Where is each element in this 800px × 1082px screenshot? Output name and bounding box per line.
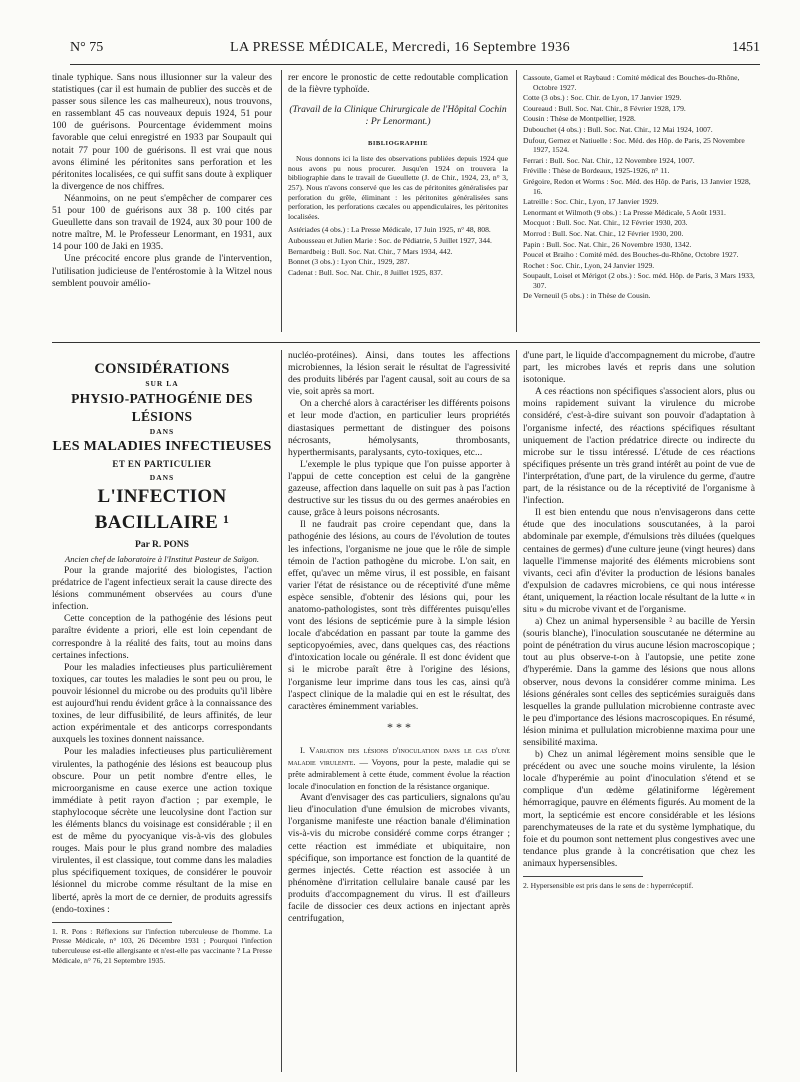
paragraph: tinale typhique. Sans nous illusionner sur la valeur des statistiques (car il est humain de publier des succès et de passer sous silence les cas malheureux), nous trouvons, en rassemblant 45 cas nouveaux depuis 1924, 51 pour 100 de guérisons. Pourcentage évidemment moins favorable que celui enregistré en 1933 par Soupault qui notait 77 pour 100 de guérisons. Il est vrai que nous avons éliminé les péritonites sans perforation et les péritonites localisées, ce qui suffit sans doute à expliquer la divergence de nos chiffres.: [52, 72, 272, 192]
paragraph: Cette conception de la pathogénie des lésions peut paraître évidente a priori, elle est loin cependant de correspondre à la réalité des faits, tout au moins dans certaines infections.: [52, 613, 272, 661]
article-col-1: [52, 565, 272, 965]
institution-note: (Travail de la Clinique Chirurgicale de l'Hôpital Cochin : Pr Lenormant.): [289, 104, 507, 128]
paragraph: nucléo-protéines). Ainsi, dans toutes les affections microbiennes, la lésion serait le résultat de l'agressivité des produits libérés par l'agent causal, soit au cours de sa vie, soit après sa mort.: [288, 350, 510, 398]
paragraph: Il ne faudrait pas croire cependant que, dans la pathogénie des lésions, au cours de l'évolution de toutes les infections, l'organisme ne joue que le rôle de simple témoin de l'action pathogène du microbe. L'on sait, en effet, qu'avec un même virus, il est possible, en faisant varier l'état de résistance ou de réceptivité d'une même espèce sensible, d'obtenir des lésions qui, pour les anatomo-pathologistes, sont très différentes puisqu'elles vont des lésions de septicémie pure à la simple lésion locale d'abcédation en passant par toute la gamme des septicopyoémies, avec, dans quelques cas, des réactions d'intoxication locale ou générale. Il est donc évident que si le microbe paraît être à l'origine des lésions, l'organisme leur imprime dans tous les cas, ainsi qu'à l'aspect clinique de la maladie qui en est le résultat, des caractères éminemment variables.: [288, 519, 510, 712]
column-divider: [516, 70, 517, 332]
page-number-right: 1451: [732, 40, 760, 55]
paragraph: Pour la grande majorité des biologistes, l'action prédatrice de l'agent infectieux serait la cause directe des lésions communément observées au cours d'une infection.: [52, 565, 272, 613]
column-divider: [281, 350, 282, 1072]
article-title-block: [52, 360, 272, 564]
bibliography-entry: Grégoire, Redon et Worms : Soc. Méd. des Hôp. de Paris, 13 Janvier 1928, 16.: [523, 176, 751, 196]
paragraph: d'une part, le liquide d'accompagnement du microbe, d'autre part, les microbes lavés et repris dans une solution isotonique.: [523, 350, 755, 386]
bibliography-entry: Latreille : Soc. Chir., Lyon, 17 Janvier 1929.: [523, 197, 659, 207]
bibliography-entry: Soupault, Loisel et Mérigot (2 obs.) : Soc. méd. Hôp. de Paris, 3 Mars 1933, 307.: [523, 271, 755, 290]
bibliography-entry: Aubousseau et Julien Marie : Soc. de Pédiatrie, 5 Juillet 1927, 344.: [288, 236, 492, 246]
bibliography-entry: Morrod : Bull. Soc. Nat. Chir., 12 Février 1930, 200.: [523, 228, 684, 238]
footnote: 2. Hypersensible est pris dans le sens de : hyperréceptif.: [523, 881, 694, 891]
bibliography-entry: Cousin : Thèse de Montpellier, 1928.: [523, 114, 636, 124]
header-rule: [70, 64, 760, 65]
article-col-2: [288, 350, 510, 925]
paragraph: a) Chez un animal hypersensible ² au bacille de Yersin (souris blanche), l'inoculation souscutanée ne détermine au point de pénétration du virus aucune lésion macroscopique ; tout au plus observe-t-on à l'autopsie, une petite zone d'hyperémie. Dans la gamme des lésions que nous allons observer, nous devons la considérer comme minima. Les lésions générales sont celles des septicémies suraiguës dans lesquelles la grande pullulation microbienne contraste avec le peu d'importance des lésions macroscopiques. En résumé, lésion minima et pullulation microbienne maxima pour une sensibilité maxima.: [523, 616, 755, 748]
section-heading: I. Variation des lésions d'inoculation dans le cas d'une maladie virulente. — Voyons, pour la peste, maladie qui se prête admirablement à cette étude, comment évolue la réaction locale d'inoculation en fonction de la résistance organique.: [288, 744, 511, 792]
bibliography-entry: Poucel et Braiho : Comité méd. des Bouches-du-Rhône, Octobre 1927.: [523, 250, 739, 260]
page-header: [70, 40, 760, 62]
paragraph: Pour les maladies infectieuses plus particulièrement toxiques, car toutes les maladies le sont peu ou prou, le pouvoir lésionnel du microbe ou des produits qu'il libère est aujourd'hui rendu évident grâce à la connaissance des toxines, de leur diffusibilité, de leurs affinités, de leur action expérimentale et des anticorps correspondants auxquels les toxines donnent naissance.: [52, 661, 272, 746]
top-col-2: [288, 72, 508, 278]
article-title-line: ET EN PARTICULIER: [112, 459, 212, 469]
paragraph: Pour les maladies infectieuses plus particulièrement virulentes, la pathogénie des lésions est beaucoup plus obscure. Pour un petit nombre d'entre elles, le microorganisme en cause exerce une action toxique immédiate à petit rayon d'action ; par exemple, le staphylocoque sécrète une leucolysine dont l'action sur les éléments blancs du voisinage est considérable ; il en est de même du pyocyanique vis-à-vis des globules rouges. Mais pour le plus grand nombre des maladies virulentes, il est classique, tout comme dans les maladies plus spécifiquement toxiques, de considérer le pouvoir lésionnel du microbe comme résultant de la mise en liberté, après la mort de ce dernier, de produits agressifs (endo-toxines :: [52, 746, 272, 915]
bibliography-entry: Coureaud : Bull. Soc. Nat. Chir., 8 Février 1928, 179.: [523, 103, 686, 113]
bibliography-entry: Dufour, Gernez et Natiuelle : Soc. Méd. des Hôp. de Paris, 25 Novembre 1927, 1524.: [523, 135, 745, 155]
paragraph: Il est bien entendu que nous n'envisagerons dans cette étude que des inoculations souscutanées, à la paroi abdominale par exemple, d'émulsions très diluées (quelques centaines de germes) d'une culture jeune (vingt heures) dans laquelle l'immense majorité des éléments microbiens sont vivants, ceci afin d'éviter la production de lésions banales d'expulsion de cadavres microbiens, ce qui nous intéresse étant, uniquement, la réaction locale résultant de la lutte « in situ » du microbe vivant et de l'organisme.: [523, 507, 755, 615]
section-rule: [52, 342, 760, 343]
bibliography-entry: Cassoute, Gamel et Raybaud : Comité médical des Bouches-du-Rhône, Octobre 1927.: [523, 73, 740, 92]
paragraph: Avant d'envisager des cas particuliers, signalons qu'au lieu d'inoculation d'une émulsion de microbes vivants, l'organisme manifeste une réaction banale d'élimination vis-à-vis du microbe considéré comme corps étranger ; cette réaction est immédiate et ubiquitaire, non spécifique, son importance est fonction de la quantité de germes injectés. Cette réaction est associée à un phénomène d'irritation cellulaire banale causé par les produits d'accompagnement du virus. Il est d'ailleurs facile de dissocier ces deux actions en injectant après centrifugation,: [288, 792, 510, 925]
bibliography-intro: Nous donnons ici la liste des observations publiées depuis 1924 que nous avons pu nous procurer. Jusqu'en 1924 on trouvera la bibliographie dans le travail de Gueullette (J. de Chir., 1924, 23, n° 3, 257). Nous n'avons conservé que les cas de péritonites généralisées par perforation du grêle, éliminant : les péritonites généralisées sans perforation, les perforations cæcales ou appendiculaires, les péritonites localisées.: [288, 154, 508, 221]
top-col-1: [52, 72, 272, 290]
article-col-3: [523, 350, 755, 891]
section-separator: * * *: [387, 719, 411, 734]
footnote-rule: [523, 876, 643, 877]
article-title-line: L'INFECTION BACILLAIRE ¹: [94, 486, 230, 533]
article-title-line: LES MALADIES INFECTIEUSES: [52, 439, 272, 454]
article-title-line: DANS: [149, 427, 175, 436]
bibliography-entry: Mocquot : Bull. Soc. Nat. Chir., 12 Février 1930, 203.: [523, 218, 688, 228]
bibliography-entry: Fréville : Thèse de Bordeaux, 1925-1926, n° 11.: [523, 166, 670, 176]
bibliography-entry: Rochet : Soc. Chir., Lyon, 24 Janvier 1929.: [523, 260, 655, 270]
footnote: 1. R. Pons : Réflexions sur l'infection tuberculeuse de l'homme. La Presse Médicale, n° 103, 26 Décembre 1931 ; Pourquoi l'infection tuberculeuse est-elle allergisante et n'est-elle pas vaccinante ? La Presse Médicale, n° 76, 21 Septembre 1935.: [52, 926, 272, 965]
bibliography-heading: BIBLIOGRAPHIE: [368, 140, 428, 148]
paragraph: A ces réactions non spécifiques s'associent alors, plus ou moins rapidement suivant la virulence du microbe considéré, c'est-à-dire suivant son pouvoir d'adaptation à l'organisme infecté, des réactions spécifiques résultant uniquement de l'action prédatrice directe ou indirecte du microbe sur le tissu intéressé. L'étude de ces réactions spécifiques présente un très grand intérêt au point de vue de l'interprétation, d'une part, de la virulence du germe, d'autre part, de la résistance ou de la réceptivité de l'organisme à l'infection.: [523, 386, 755, 507]
paragraph: L'exemple le plus typique que l'on puisse apporter à l'appui de cette conception est celui de la gangrène gazeuse, affection dans laquelle on suit pas à pas l'action destructive sur les tissus du ou des germes anaérobies en cause, grâce à leurs poisons nécrosants.: [288, 458, 510, 519]
paragraph: Néanmoins, on ne peut s'empêcher de comparer ces 51 pour 100 de guérisons aux 38 p. 100 cités par Gueullette dans son travail de 1924, aux 30 pour 100 de notre maître, M. le Professeur Lenormant, en 1931, aux 14 pour 100 de Jaki en 1935.: [52, 192, 272, 253]
bibliography-entry: Astériades (4 obs.) : La Presse Médicale, 17 Juin 1925, n° 48, 808.: [288, 225, 491, 235]
journal-title: LA PRESSE MÉDICALE, Mercredi, 16 Septembre 1936: [230, 40, 570, 55]
paragraph: On a cherché alors à caractériser les différents poisons et leur mode d'action, en particulier leurs propriétés diastasiques permettant de distinguer des poisons nécrosants, hémolysants, thrombosants, hyperthermisants, paralysants, cyto-toxiques, etc...: [288, 398, 510, 458]
paragraph: b) Chez un animal légèrement moins sensible que le précédent ou avec une souche moins virulente, la lésion locale d'hyperémie au point d'inoculation s'étend et se complique d'un œdème gélatiniforme légèrement hémorragique, pauvre en éléments figurés. Au moment de la mort, la septicémie est encore considérable et les lésions parenchymateuses de la rate et du système lymphatique, du foie et du poumon sont nettement plus congestives avec une tendance plus grande à la concrétisation que chez les animaux hypersensibles.: [523, 749, 755, 869]
article-author: Par R. PONS: [135, 540, 189, 550]
footnote-rule: [52, 922, 172, 923]
article-title-line: PHYSIO-PATHOGÉNIE DES LÉSIONS: [71, 391, 253, 424]
bibliography-entry: Ferrari : Bull. Soc. Nat. Chir., 12 Novembre 1924, 1007.: [523, 155, 695, 165]
column-divider: [516, 350, 517, 1072]
bibliography-entry: Cotte (3 obs.) : Soc. Chir. de Lyon, 17 Janvier 1929.: [523, 93, 682, 103]
bibliography-entry: Bernardbeig : Bull. Soc. Nat. Chir., 7 Mars 1934, 442.: [288, 246, 453, 256]
page-number-left: N° 75: [70, 40, 104, 55]
bibliography-entry: Dubouchet (4 obs.) : Bull. Soc. Nat. Chir., 12 Mai 1924, 1007.: [523, 124, 713, 134]
bibliography-entry: De Verneuil (5 obs.) : in Thèse de Cousin.: [523, 291, 651, 301]
bibliography-entry: Lenormant et Wilmoth (9 obs.) : La Presse Médicale, 5 Août 1931.: [523, 207, 726, 217]
bibliography-entry: Papin : Bull. Soc. Nat. Chir., 26 Novembre 1930, 1342.: [523, 239, 692, 249]
article-title-line: CONSIDÉRATIONS: [94, 361, 230, 377]
bibliography-entry: Bonnet (3 obs.) : Lyon Chir., 1929, 287.: [288, 257, 410, 267]
bibliography-entry: Cadenat : Bull. Soc. Nat. Chir., 8 Juillet 1925, 837.: [288, 267, 443, 277]
column-divider: [281, 70, 282, 332]
bibliography-col-3: [523, 73, 755, 302]
paragraph: Une précocité encore plus grande de l'intervention, l'utilisation judicieuse de l'entérostomie à la Witzel nous semblent pouvoir amélio-: [52, 253, 272, 289]
paragraph: rer encore le pronostic de cette redoutable complication de la fièvre typhoïde.: [288, 72, 508, 96]
article-title-line: DANS: [149, 473, 175, 482]
bibliography-col-2: [288, 154, 508, 277]
author-affiliation: Ancien chef de laboratoire à l'Institut Pasteur de Saïgon.: [65, 554, 259, 564]
article-title-line: SUR LA: [145, 379, 179, 388]
